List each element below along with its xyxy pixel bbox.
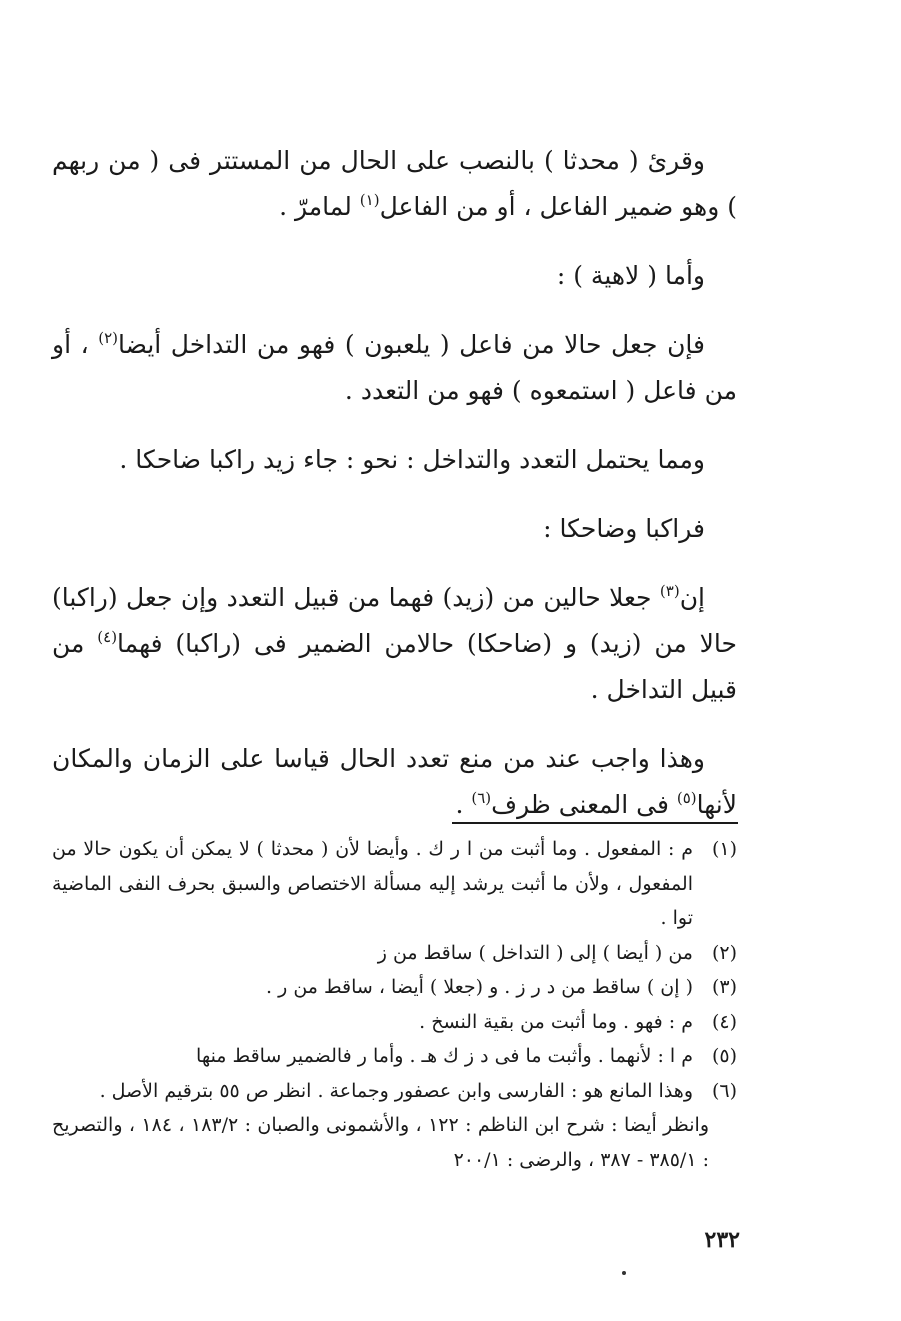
footnote-ref: (٣) <box>659 582 680 600</box>
footnote-number: (٦) <box>711 1079 737 1102</box>
text-run: ، أو من فاعل ( استمعوه ) فهو من التعدد . <box>52 330 737 405</box>
footnotes-section <box>52 832 737 1177</box>
main-text <box>52 138 737 851</box>
footnote-number: (٤) <box>711 1010 737 1033</box>
footnote-number: (٥) <box>711 1045 737 1067</box>
text-run: فى المعنى ظرف <box>491 790 677 819</box>
footnote-divider <box>452 822 738 824</box>
footnote-1 <box>52 832 737 936</box>
footnote-5 <box>52 1039 737 1074</box>
footnote-text: من ( أيضا ) إلى ( التداخل ) ساقط من ز <box>377 941 693 964</box>
footnote-6-continuation: وانظر أيضا : شرح ابن الناظم : ١٢٢ ، والأشمونى والصبان : ١٨٣/٢ ، ١٨٤ ، والتصريح : ٣٨٥/١ - ٣٨٧ ، والرضى : ٢٠٠/١ <box>52 1114 709 1171</box>
page-number: ٢٣٢ <box>704 1227 740 1253</box>
text-run: فإن جعل حالا من فاعل ( يلعبون ) فهو من التداخل أيضا <box>118 330 706 359</box>
footnote-ref: (٥) <box>676 789 697 807</box>
text-run: من قبيل التداخل . <box>52 629 737 704</box>
paragraph-2: وأما ( لاهية ) : <box>556 261 705 290</box>
paragraph-5: فراكبا وضاحكا : <box>543 514 705 543</box>
text-run: إن <box>679 583 705 612</box>
text-run: وقرئ ( محدثا ) بالنصب على الحال من المستتر فى ( من ربهم ) وهو ضمير الفاعل ، أو من الفاعل <box>52 146 737 221</box>
footnote-ref: (٤) <box>97 628 118 646</box>
paragraph-6 <box>52 575 737 713</box>
footnote-3 <box>52 970 737 1005</box>
text-run: جعلا حالين من (زيد) فهما من قبيل التعدد وإن جعل (راكبا) حالا من (زيد) و (ضاحكا) حالامن الضمير فى (راكبا) فهما <box>52 583 737 658</box>
text-run: وهذا واجب عند من منع تعدد الحال قياسا على الزمان والمكان لأنها <box>52 744 737 819</box>
text-run: لمامرّ . <box>279 192 360 221</box>
scan-speck <box>622 1271 626 1275</box>
footnote-text: ( إن ) ساقط من د ر ز . و (جعلا ) أيضا ، ساقط من ر . <box>266 976 693 998</box>
footnote-text: م : المفعول . وما أثبت من ا ر ك . وأيضا لأن ( محدثا ) لا يمكن أن يكون حالا من المفعول ، ولأن ما أثبت يرشد إليه مسألة الاختصاص والسبق بحرف النفى الماضية توا . <box>52 838 693 929</box>
footnote-6 <box>52 1074 737 1109</box>
paragraph-3 <box>52 322 737 414</box>
paragraph-1 <box>52 138 737 230</box>
footnote-number: (٢) <box>711 941 737 964</box>
footnote-2 <box>52 936 737 971</box>
footnote-number: (٣) <box>711 976 737 998</box>
footnote-ref: (١) <box>359 191 380 209</box>
footnote-text: م ا : لأنهما . وأثبت ما فى د ز ك هـ . وأما ر فالضمير ساقط منها <box>196 1045 693 1067</box>
text-run: . <box>455 790 472 819</box>
footnote-ref: (٢) <box>98 329 119 347</box>
paragraph-4: ومما يحتمل التعدد والتداخل : نحو : جاء زيد راكبا ضاحكا . <box>119 445 705 474</box>
footnote-ref: (٦) <box>471 789 492 807</box>
footnote-text: وهذا المانع هو : الفارسى وابن عصفور وجماعة . انظر ص ٥٥ بترقيم الأصل . <box>99 1079 693 1102</box>
paragraph-7 <box>52 736 737 828</box>
footnote-4 <box>52 1005 737 1040</box>
footnote-text: م : فهو . وما أثبت من بقية النسخ . <box>419 1010 693 1033</box>
footnote-number: (١) <box>711 838 737 860</box>
